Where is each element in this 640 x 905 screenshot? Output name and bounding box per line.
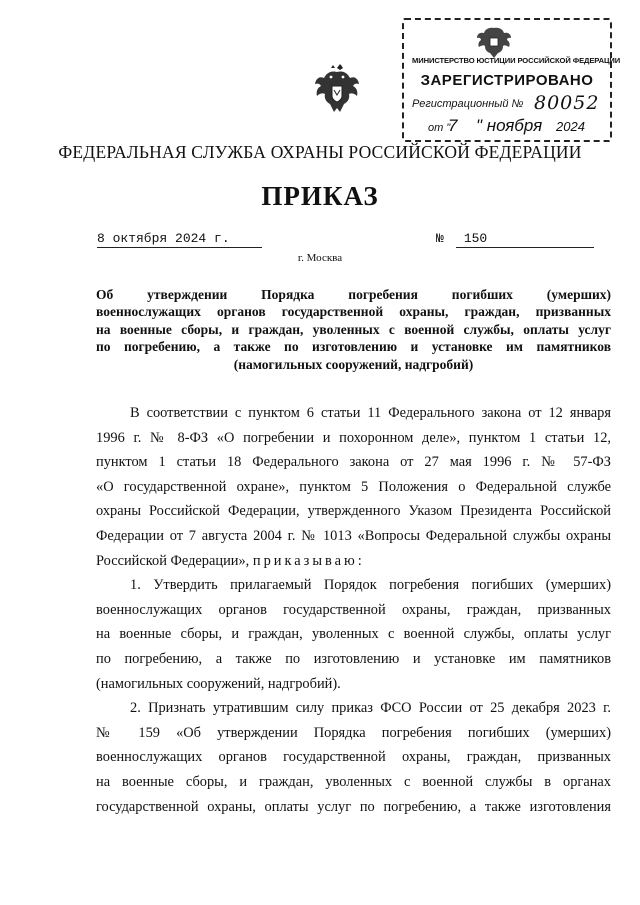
body-line: охраны Российской Федерации, утвержденного Указом Президента Российской (96, 503, 611, 520)
order-title (96, 286, 611, 373)
stamp-eagle-seal (474, 24, 514, 60)
body-line: на военные сборы, и граждан, уволенных с военной службы в органах (96, 773, 611, 790)
body-line: Федерации от 7 августа 2004 г. № 1013 «Вопросы Федеральной службы охраны (96, 527, 611, 544)
order-number (456, 231, 594, 248)
order-word: приказываю: (252, 552, 365, 569)
title-line: на военные сборы, и граждан, уволенных с военной службы, оплаты услуг (96, 321, 611, 337)
body-line: военнослужащих органов государственной охраны, граждан, призванных (96, 749, 611, 766)
stamp-date-prefix: от " (428, 122, 451, 134)
body-line: военнослужащих органов государственной охраны, граждан, призванных (96, 601, 611, 618)
stamp-year: 2024 (556, 119, 585, 134)
title-line: Об утверждении Порядка погребения погибших (умерших) (96, 287, 611, 302)
body-line: «О государственной охране», пунктом 5 Положения о Федеральной службе (96, 478, 611, 495)
stamp-reg-number: 80052 (534, 92, 600, 114)
agency-name: ФЕДЕРАЛЬНАЯ СЛУЖБА ОХРАНЫ РОССИЙСКОЙ ФЕДЕРАЦИИ (58, 142, 582, 162)
body-line: (намогильных сооружений, надгробий). (96, 675, 341, 692)
order-body (96, 401, 611, 819)
coat-of-arms-emblem (312, 62, 362, 118)
stamp-registered-label: ЗАРЕГИСТРИРОВАНО (420, 72, 594, 89)
stamp-ministry-name: МИНИСТЕРСТВО ЮСТИЦИИ РОССИЙСКОЙ ФЕДЕРАЦИИ (412, 56, 621, 65)
title-line: военнослужащих органов государственной охраны, граждан, призванных (96, 304, 611, 320)
body-line-order (96, 549, 611, 574)
registration-stamp (402, 18, 621, 142)
body-line-text: Российской Федерации», (96, 552, 250, 569)
title-line: (намогильных сооружений, надгробий) (233, 356, 474, 372)
stamp-day: 7 (448, 116, 458, 135)
body-line: 2. Признать утратившим силу приказ ФСО России от 25 декабря 2023 г. (130, 700, 611, 717)
stamp-month: " ноября (476, 116, 543, 135)
body-line: 1996 г. № 8-ФЗ «О погребении и похоронном деле», пунктом 1 статьи 12, (96, 429, 611, 446)
order-number-value: 150 (463, 231, 488, 246)
body-line: В соответствии с пунктом 6 статьи 11 Федерального закона от 12 января (130, 405, 611, 421)
body-line: № 159 «Об утверждении Порядка погребения погибших (умерших) (96, 724, 611, 741)
stamp-reg-number-label: Регистрационный № (412, 98, 524, 110)
order-number-label: № (436, 231, 444, 246)
document-type-heading: ПРИКАЗ (261, 181, 379, 211)
title-line: по погребению, а также по изготовлению и установке им памятников (96, 339, 611, 355)
body-line: государственной охраны, оплаты услуг по погребению, а также изготовления (96, 798, 611, 815)
city: г. Москва (297, 252, 343, 264)
body-line: по погребению, а также по изготовлению и установке им памятников (96, 650, 611, 667)
body-line: на военные сборы, и граждан, уволенных с военной службы, оплаты услуг (96, 626, 611, 643)
order-date: 8 октября 2024 г. (97, 231, 262, 248)
body-line: пунктом 1 статьи 18 Федерального закона от 27 мая 1996 г. № 57-ФЗ (96, 454, 611, 471)
body-line: 1. Утвердить прилагаемый Порядок погребения погибших (умерших) (130, 577, 611, 594)
